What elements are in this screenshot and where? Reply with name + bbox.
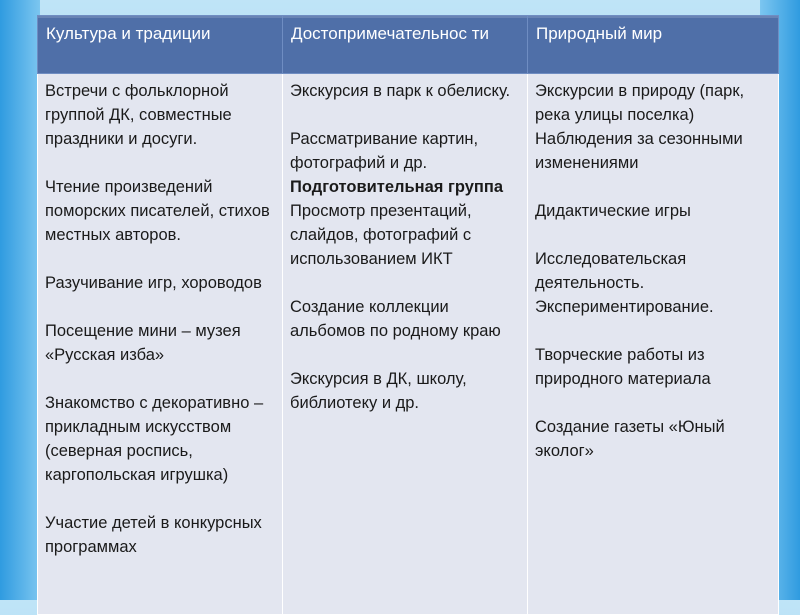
activity-item: Рассматривание картин, фотографий и др. — [290, 130, 479, 172]
paragraph-gap — [290, 103, 521, 127]
activity-item: Наблюдения за сезонными изменениями — [535, 130, 743, 172]
activities-table — [37, 15, 779, 615]
activity-item: Экскурсия в парк к обелиску. — [290, 82, 511, 100]
paragraph-gap — [535, 175, 772, 199]
paragraph-gap — [45, 295, 276, 319]
activity-item: Посещение мини – музея «Русская изба» — [45, 322, 241, 364]
paragraph-gap — [45, 367, 276, 391]
cell-nature — [528, 74, 779, 615]
cell-landmarks — [283, 74, 528, 615]
activity-item: Разучивание игр, хороводов — [45, 274, 262, 292]
paragraph-gap — [45, 247, 276, 271]
table-header-row — [38, 16, 779, 74]
activity-item: Участие детей в конкурсных программах — [45, 514, 262, 556]
activity-item: Дидактические игры — [535, 202, 691, 220]
paragraph-gap — [290, 271, 521, 295]
paragraph-gap — [535, 319, 772, 343]
header-nature: Природный мир — [528, 16, 779, 74]
activity-item: Экскурсия в ДК, школу, библиотеку и др. — [290, 370, 467, 412]
activity-item: Создание коллекции альбомов по родному краю — [290, 298, 501, 340]
activity-item: Знакомство с декоративно – прикладным искусством (северная роспись, каргопольская игрушка) — [45, 394, 264, 484]
activity-item: Творческие работы из природного материала — [535, 346, 711, 388]
cell-culture — [38, 74, 283, 615]
activity-item: Чтение произведений поморских писателей, стихов местных авторов. — [45, 178, 270, 244]
paragraph-gap — [45, 487, 276, 511]
activity-item: Просмотр презентаций, слайдов, фотографий с использованием ИКТ — [290, 202, 472, 268]
group-subheading: Подготовительная группа — [290, 178, 504, 196]
paragraph-gap — [535, 391, 772, 415]
paragraph-gap — [45, 151, 276, 175]
header-landmarks: Достопримечательнос ти — [283, 16, 528, 74]
activity-item: Встречи с фольклорной группой ДК, совместные праздники и досуги. — [45, 82, 232, 148]
paragraph-gap — [290, 343, 521, 367]
activity-item: Экскурсии в природу (парк, река улицы поселка) — [535, 82, 745, 124]
table-row — [38, 74, 779, 615]
paragraph-gap — [535, 223, 772, 247]
activity-item: Создание газеты «Юный эколог» — [535, 418, 725, 460]
activity-item: Исследовательская деятельность. Экспериментирование. — [535, 250, 714, 316]
header-culture: Культура и традиции — [38, 16, 283, 74]
left-backdrop — [0, 0, 40, 600]
